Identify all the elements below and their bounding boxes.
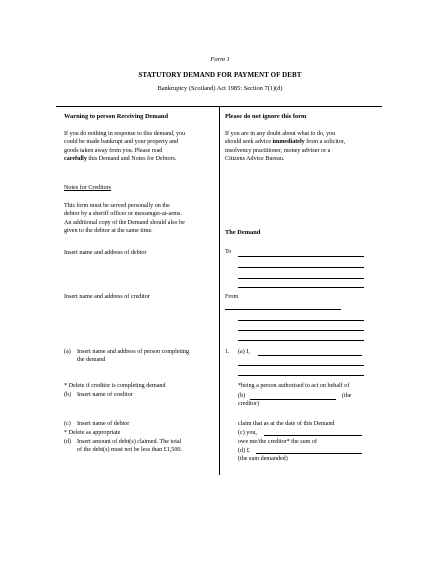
name-field-line[interactable] (258, 355, 362, 356)
item-a-marker: (a) (64, 349, 71, 355)
item-b-marker: (b) (64, 392, 72, 398)
ignore-text (225, 130, 345, 163)
from-address-line[interactable] (238, 330, 364, 331)
item-1-a-label: (a) I, (238, 349, 250, 355)
form-label: Form 1 (210, 56, 230, 63)
owe-text: owe me/the creditor* the sum of (238, 439, 318, 445)
insert-debtor-note: Insert name and address of debtor (64, 250, 147, 256)
item-1-number: 1. (225, 349, 230, 355)
item-d-line: of the debt(s) must not be less than £1,500. (77, 447, 182, 454)
item-c-note: Insert name of debtor (77, 421, 130, 427)
ignore-line: Citizens Advice Bureau. (225, 155, 285, 162)
item-d-line: Insert amount of debt(s) claimed. The total (77, 439, 182, 445)
item-c-marker: (c) (64, 421, 71, 427)
notes-line: This form must be served personally on the (64, 203, 170, 209)
emphasis-carefully: carefully (64, 155, 87, 162)
warning-heading: Warning to person Receiving Demand (64, 113, 169, 120)
item-c-you-label: (c) you, (238, 430, 257, 436)
item-b-prefix: (b) (238, 393, 246, 399)
item-b-note: Insert name of creditor (77, 392, 133, 398)
sum-demanded-note: (the sum demanded) (238, 456, 288, 462)
warning-line: goods taken away from you. Please read (64, 147, 163, 154)
notes-line: An additional copy of the Demand should also be (64, 219, 185, 226)
claim-text: claim that as at the date of this Demand (238, 421, 335, 427)
item-a-line: Insert name and address of person completing (77, 349, 190, 355)
from-address-line[interactable] (238, 320, 364, 321)
ignore-line: insolvency practitioner, money adviser or a (225, 147, 331, 154)
notes-line: given to the debtor at the same time. (64, 227, 153, 234)
the-label: (the (342, 393, 352, 399)
notes-line: debtor by a sheriff officer or messenger-at-arms. (64, 211, 182, 218)
delete-if-creditor-note: * Delete if creditor is completing demand (64, 383, 166, 389)
to-address-line[interactable] (238, 287, 364, 288)
warning-line: could be made bankrupt and your property and (64, 139, 179, 146)
emphasis-immediately: immediately (272, 139, 305, 146)
ignore-heading: Please do not ignore this form (225, 113, 307, 120)
creditor-name-field-line[interactable] (250, 399, 336, 400)
to-address-line[interactable] (238, 267, 364, 268)
address-field-line[interactable] (238, 375, 364, 376)
warning-line: If you do nothing in response to this demand, you (64, 131, 186, 137)
document-title: STATUTORY DEMAND FOR PAYMENT OF DEBT (138, 71, 302, 79)
to-address-line[interactable] (238, 278, 364, 279)
item-d-note (77, 438, 182, 455)
ignore-line-start: should seek advice (225, 139, 273, 146)
from-address-line[interactable] (238, 340, 364, 341)
creditor-close: creditor) (238, 401, 259, 407)
authorised-text: *being a person authorised to act on behalf of (238, 383, 350, 389)
ignore-line: If you are in any doubt about what to do, you (225, 131, 336, 137)
column-divider (219, 106, 220, 475)
notes-text (64, 202, 185, 235)
address-field-line[interactable] (238, 365, 364, 366)
insert-creditor-note: Insert name and address of creditor (64, 294, 150, 300)
amount-label: (d) £ (238, 448, 250, 454)
delete-as-appropriate-note: * Delete as appropriate (64, 430, 121, 436)
notes-heading: Notes for Creditors (64, 185, 112, 191)
item-a-line: the demand (77, 357, 106, 364)
item-d-marker: (d) (64, 439, 72, 445)
ignore-line (225, 138, 345, 146)
ignore-line-end: from a solicitor, (304, 139, 346, 146)
demand-heading: The Demand (225, 229, 261, 236)
from-label: From (225, 294, 239, 300)
amount-field-line[interactable] (256, 453, 362, 454)
to-address-line[interactable] (238, 256, 364, 257)
debtor-name-field-line[interactable] (264, 435, 362, 436)
warning-line (64, 155, 185, 163)
warning-text (64, 130, 185, 163)
document-subtitle: Bankruptcy (Scotland) Act 1985: Section 7(1)(d) (157, 85, 283, 92)
warning-line-end: this Demand and Notes for Debtors. (86, 155, 177, 162)
to-label: To (225, 249, 232, 255)
item-a-note (77, 348, 189, 365)
from-address-line[interactable] (225, 309, 341, 310)
